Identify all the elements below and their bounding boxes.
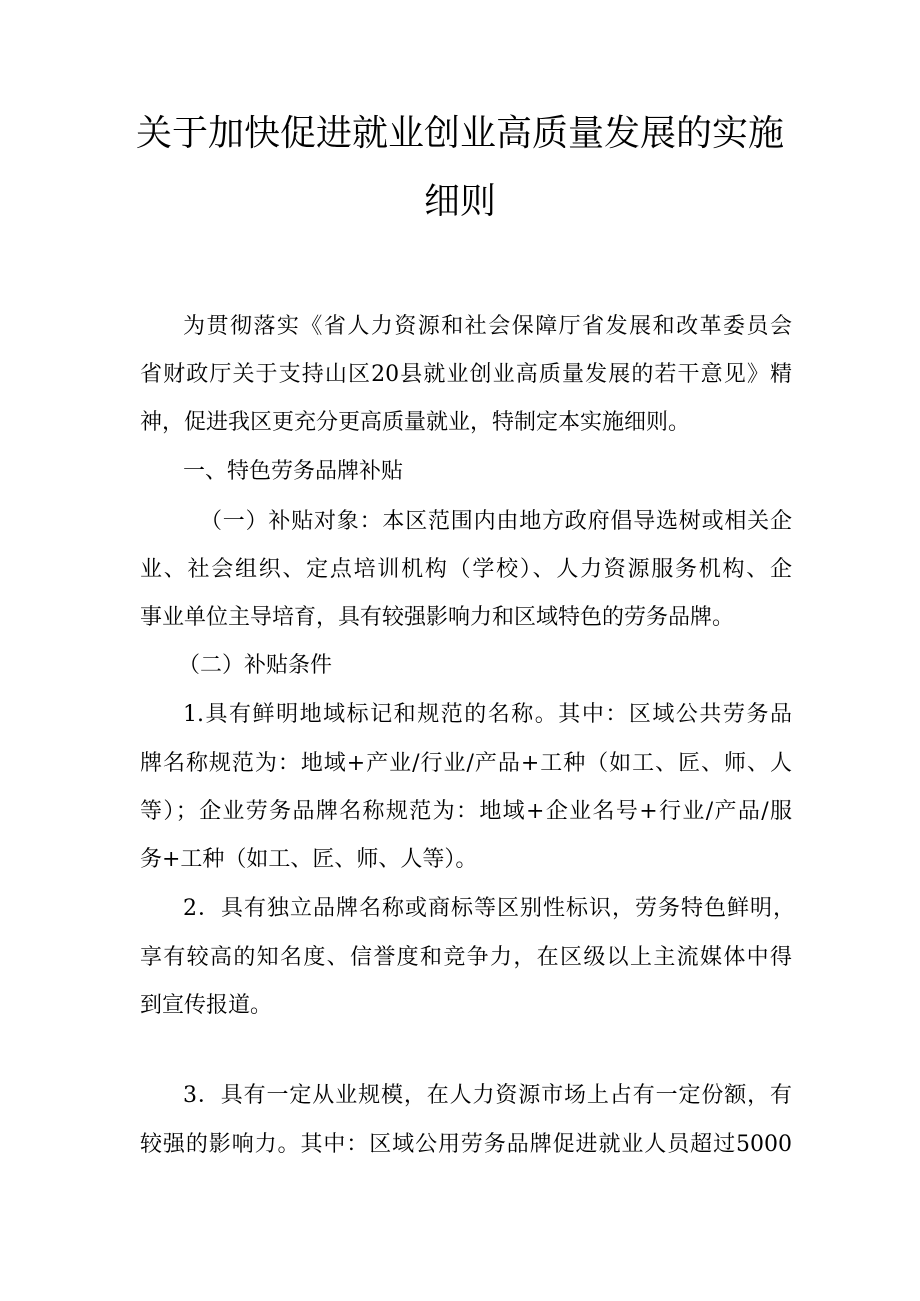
- condition2-line-2: 享有较高的知名度、信誉度和竞争力，在区级以上主流媒体中得: [140, 945, 792, 970]
- item1-line-3: 事业单位主导培育，具有较强影响力和区域特色的劳务品牌。: [140, 605, 735, 630]
- condition3-line-1: 3．具有一定从业规模，在人力资源市场上占有一定份额，有: [183, 1083, 792, 1108]
- condition1-line-4: 务+工种（如工、匠、师、人等）。: [140, 847, 478, 872]
- item1-line-2: 业、社会组织、定点培训机构（学校）、人力资源服务机构、企: [140, 557, 792, 582]
- condition1-line-3: 等）；企业劳务品牌名称规范为：地域+企业名号+行业/产品/服: [140, 799, 792, 824]
- condition1-line-1: 1.具有鲜明地域标记和规范的名称。其中：区域公共劳务品: [183, 702, 792, 727]
- condition3-line-2: 较强的影响力。其中：区域公用劳务品牌促进就业人员超过5000: [140, 1132, 792, 1157]
- item1-line-1: （一）补贴对象：本区范围内由地方政府倡导选树或相关企: [200, 509, 792, 534]
- intro-line-3: 神，促进我区更充分更高质量就业，特制定本实施细则。: [140, 410, 691, 435]
- section-heading-1: 一、特色劳务品牌补贴: [183, 459, 404, 484]
- condition2-line-1: 2．具有独立品牌名称或商标等区别性标识，劳务特色鲜明，: [183, 896, 795, 921]
- intro-line-1: 为贯彻落实《省人力资源和社会保障厅省发展和改革委员会: [183, 314, 792, 339]
- condition1-line-2: 牌名称规范为：地域+产业/行业/产品+工种（如工、匠、师、人: [140, 751, 792, 776]
- document-title-line-2: 细则: [423, 181, 496, 222]
- condition2-line-3: 到宣传报道。: [140, 993, 273, 1018]
- document-title-line-1: 关于加快促进就业创业高质量发展的实施: [135, 113, 784, 154]
- item2-heading: （二）补贴条件: [178, 653, 333, 678]
- intro-line-2: 省财政厅关于支持山区20县就业创业高质量发展的若干意见》精: [140, 362, 792, 387]
